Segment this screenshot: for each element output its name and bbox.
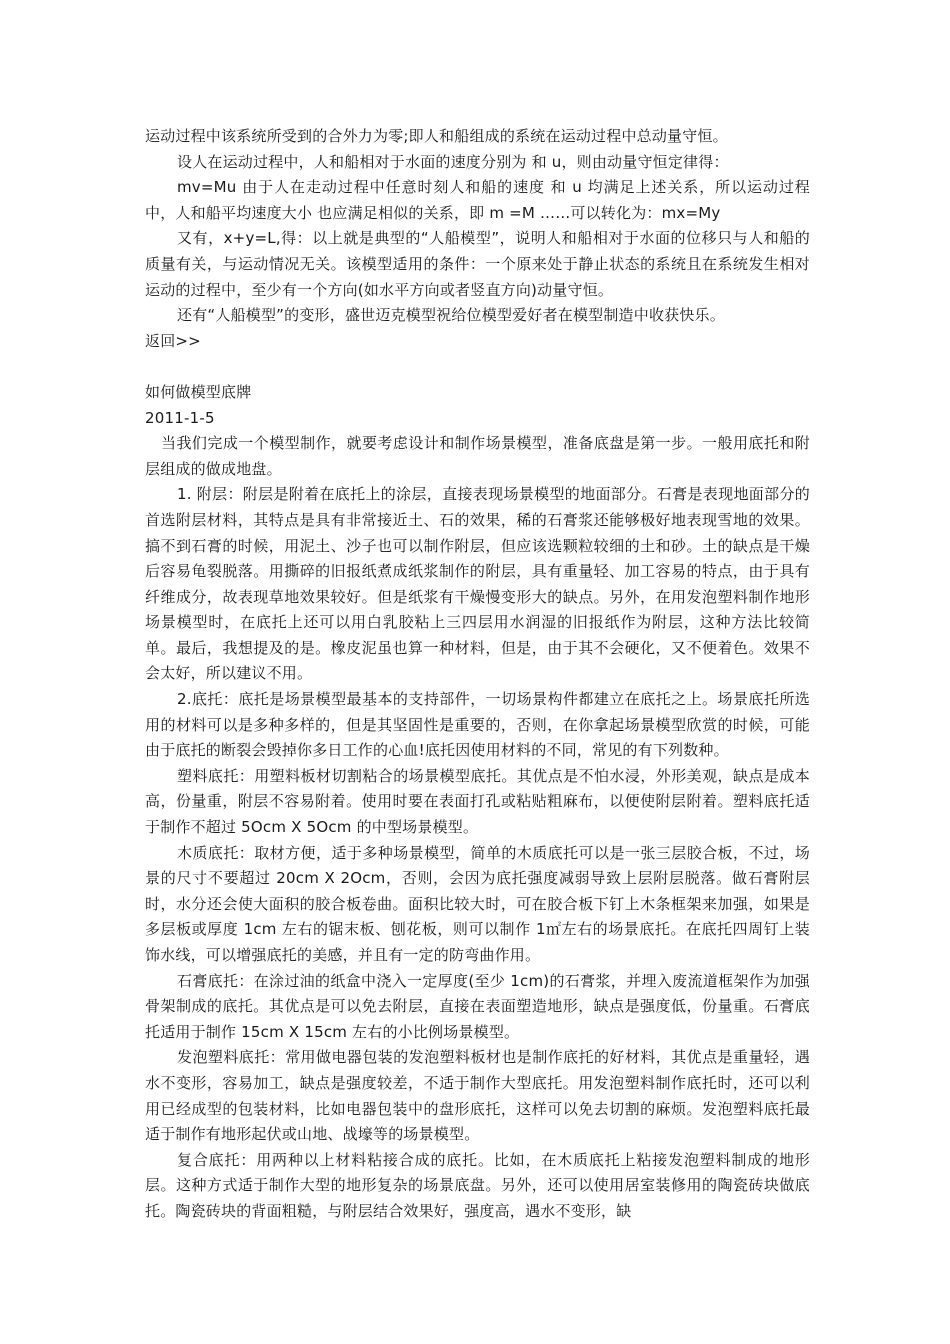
article1-paragraph-2: 设人在运动过程中，人和船相对于水面的速度分别为 和 u，则由动量守恒定律得：: [177, 152, 729, 171]
back-link[interactable]: 返回>>: [145, 331, 201, 350]
paragraph-gypsum-base: 石膏底托：在涂过油的纸盒中浇入一定厚度(至少 1cm)的石膏浆，并埋入废流道框架作为加强骨架制成的底托。其优点是可以免去附层，直接在表面塑造地形，缺点是强度低，份量重。石膏底托适用于制作 15cm X 15cm 左右的小比例场景模型。: [145, 971, 810, 1041]
document-body: [145, 124, 810, 1225]
article1-paragraph-3: mv=Mu 由于人在走动过程中任意时刻人和船的速度 和 u 均满足上述关系，所以运动过程中，人和船平均速度大小 也应满足相似的关系，即 m =M ……可以转化为：mx=My: [145, 178, 810, 222]
article-date: 2011-1-5: [145, 408, 215, 427]
paragraph-fuceng: 1. 附层：附层是附着在底托上的涂层，直接表现场景模型的地面部分。石膏是表现地面部分的首选附层材料，其特点是具有非常接近土、石的效果，稀的石膏浆还能够极好地表现雪地的效果。搞不到石膏的时候，用泥土、沙子也可以制作附层，但应该选颗粒较细的土和砂。土的缺点是干燥后容易龟裂脱落。用撕碎的旧报纸煮成纸浆制作的附层，具有重量轻、加工容易的特点，由于具有纤维成分，故表现草地效果较好。但是纸浆有干燥慢变形大的缺点。另外，在用发泡塑料制作地形场景模型时，在底托上还可以用白乳胶粘上三四层用水润湿的旧报纸作为附层，这种方法比较简单。最后，我想提及的是。橡皮泥虽也算一种材料，但是，由于其不会硬化，又不便着色。效果不会太好，所以建议不用。: [145, 485, 810, 683]
paragraph-wood-base: 木质底托：取材方便，适于多种场景模型，简单的木质底托可以是一张三层胶合板，不过，场景的尺寸不要超过 20cm X 2Ocm，否则，会因为底托强度减弱导致上层附层脱落。做石膏附层时，水分还会使大面积的胶合板卷曲。面积比较大时，可在胶合板下钉上木条框架来加强，如果是多层板或厚度 1cm 左右的锯末板、刨花板，则可以制作 1㎡左右的场景底托。在底托四周钉上装饰水线，可以增强底托的美感，并且有一定的防弯曲作用。: [145, 843, 810, 964]
article-title: 如何做模型底牌: [145, 382, 252, 401]
paragraph-composite-base: 复合底托：用两种以上材料粘接合成的底托。比如，在木质底托上粘接发泡塑料制成的地形层。这种方式适于制作大型的地形复杂的场景底盘。另外，还可以使用居室装修用的陶瓷砖块做底托。陶瓷砖块的背面粗糙，与附层结合效果好，强度高，遇水不变形，缺: [145, 1150, 810, 1220]
article-intro: 当我们完成一个模型制作，就要考虑设计和制作场景模型，准备底盘是第一步。一般用底托和附层组成的做成地盘。: [145, 434, 810, 478]
paragraph-foam-base: 发泡塑料底托：常用做电器包装的发泡塑料板材也是制作底托的好材料，其优点是重量轻，遇水不变形，容易加工，缺点是强度较差，不适于制作大型底托。用发泡塑料制作底托时，还可以利用已经成型的包装材料，比如电器包装中的盘形底托，这样可以免去切割的麻烦。发泡塑料底托最适于制作有地形起伏或山地、战壕等的场景模型。: [145, 1048, 810, 1144]
paragraph-ditou: 2.底托：底托是场景模型最基本的支持部件，一切场景构件都建立在底托之上。场景底托所选用的材料可以是多种多样的，但是其坚固性是重要的，否则，在你拿起场景模型欣赏的时候，可能由于底托的断裂会毁掉你多日工作的心血!底托因使用材料的不同，常见的有下列数种。: [145, 690, 810, 760]
paragraph-plastic-base: 塑料底托：用塑料板材切割粘合的场景模型底托。其优点是不怕水浸，外形美观，缺点是成本高，份量重，附层不容易附着。使用时要在表面打孔或粘贴粗麻布，以便使附层附着。塑料底托适于制作不超过 5Ocm X 5Ocm 的中型场景模型。: [145, 766, 810, 837]
section-divider: [145, 354, 810, 380]
article1-paragraph-5: 还有“人船模型”的变形，盛世迈克模型祝给位模型爱好者在模型制造中收获快乐。: [177, 306, 725, 325]
article1-paragraph-1: 运动过程中该系统所受到的合外力为零;即人和船组成的系统在运动过程中总动量守恒。: [145, 127, 728, 145]
article1-paragraph-4: 又有，x+y=L,得：以上就是典型的“人船模型”，说明人和船相对于水面的位移只与人和船的质量有关，与运动情况无关。该模型适用的条件：一个原来处于静止状态的系统且在系统发生相对运动的过程中，至少有一个方向(如水平方向或者竖直方向)动量守恒。: [145, 229, 810, 299]
